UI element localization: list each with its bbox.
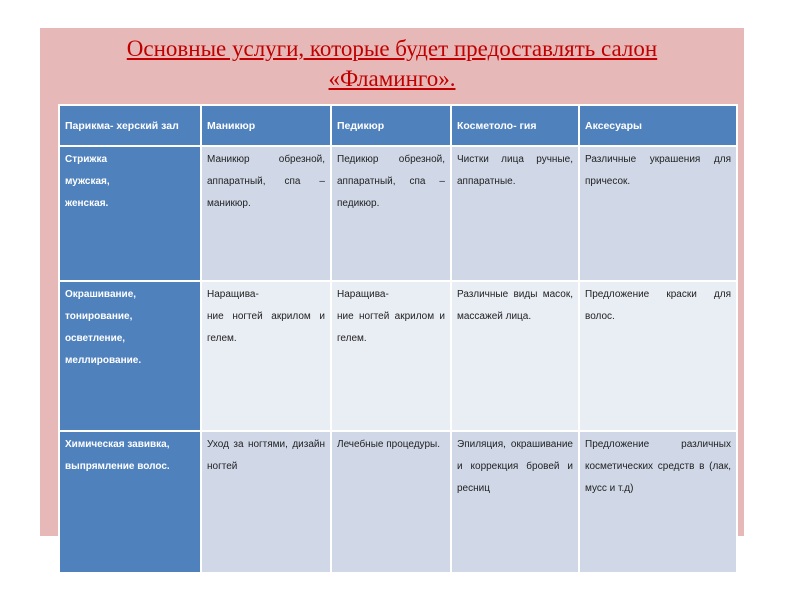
table-cell [451, 146, 579, 281]
cell-text: женская. [65, 198, 109, 209]
cell-text: мужская, [65, 176, 110, 187]
cell-text: Окрашивание, [65, 289, 137, 300]
table-cell [451, 281, 579, 431]
column-header: Парикма- херский зал [59, 105, 201, 146]
cell-text: ние ногтей акрилом и гелем. [337, 311, 445, 344]
table-cell [579, 146, 737, 281]
table-cell [201, 281, 331, 431]
table-cell [331, 431, 451, 573]
table-row [59, 431, 737, 573]
table-cell [331, 146, 451, 281]
table-cell [331, 281, 451, 431]
column-header: Педикюр [331, 105, 451, 146]
column-header: Маникюр [201, 105, 331, 146]
table-cell [579, 431, 737, 573]
title-line-2: «Фламинго». [328, 66, 456, 91]
cell-text: Различные виды масок, массажей лица. [457, 289, 573, 322]
cell-text: тонирование, [65, 311, 133, 322]
cell-text: Маникюр обрезной, аппаратный, спа – маникюр. [207, 154, 325, 209]
table-cell [451, 431, 579, 573]
cell-text: меллирование. [65, 355, 142, 366]
cell-text: Лечебные процедуры. [337, 439, 440, 450]
slide-title [40, 34, 744, 94]
table-cell [201, 146, 331, 281]
services-table [58, 104, 738, 574]
table-header-row [59, 105, 737, 146]
table-row [59, 281, 737, 431]
cell-text: осветление, [65, 333, 126, 344]
title-line-1: Основные услуги, которые будет предоставлять салон [126, 36, 658, 61]
column-header: Аксесуары [579, 105, 737, 146]
cell-text: Чистки лица ручные, аппаратные. [457, 154, 573, 187]
cell-text: Химическая завивка, выпрямление волос. [65, 439, 170, 472]
cell-text: Предложение краски для волос. [585, 289, 731, 322]
row-header-cell [59, 281, 201, 431]
cell-text: Уход за ногтями, дизайн ногтей [207, 439, 325, 472]
table-cell [201, 431, 331, 573]
cell-text: Эпиляция, окрашивание и коррекция бровей и ресниц [457, 439, 573, 494]
row-header-cell [59, 431, 201, 573]
cell-text: Педикюр обрезной, аппаратный, спа – педикюр. [337, 154, 445, 209]
cell-text: Наращива- [207, 289, 259, 300]
cell-text: Наращива- [337, 289, 389, 300]
column-header: Косметоло- гия [451, 105, 579, 146]
cell-text: Стрижка [65, 154, 108, 165]
table-row [59, 146, 737, 281]
cell-text: Различные украшения для причесок. [585, 154, 731, 187]
table-cell [579, 281, 737, 431]
cell-text: ние ногтей акрилом и гелем. [207, 311, 325, 344]
row-header-cell [59, 146, 201, 281]
cell-text: Предложение различных косметических средств в (лак, мусс и т.д) [585, 439, 731, 494]
